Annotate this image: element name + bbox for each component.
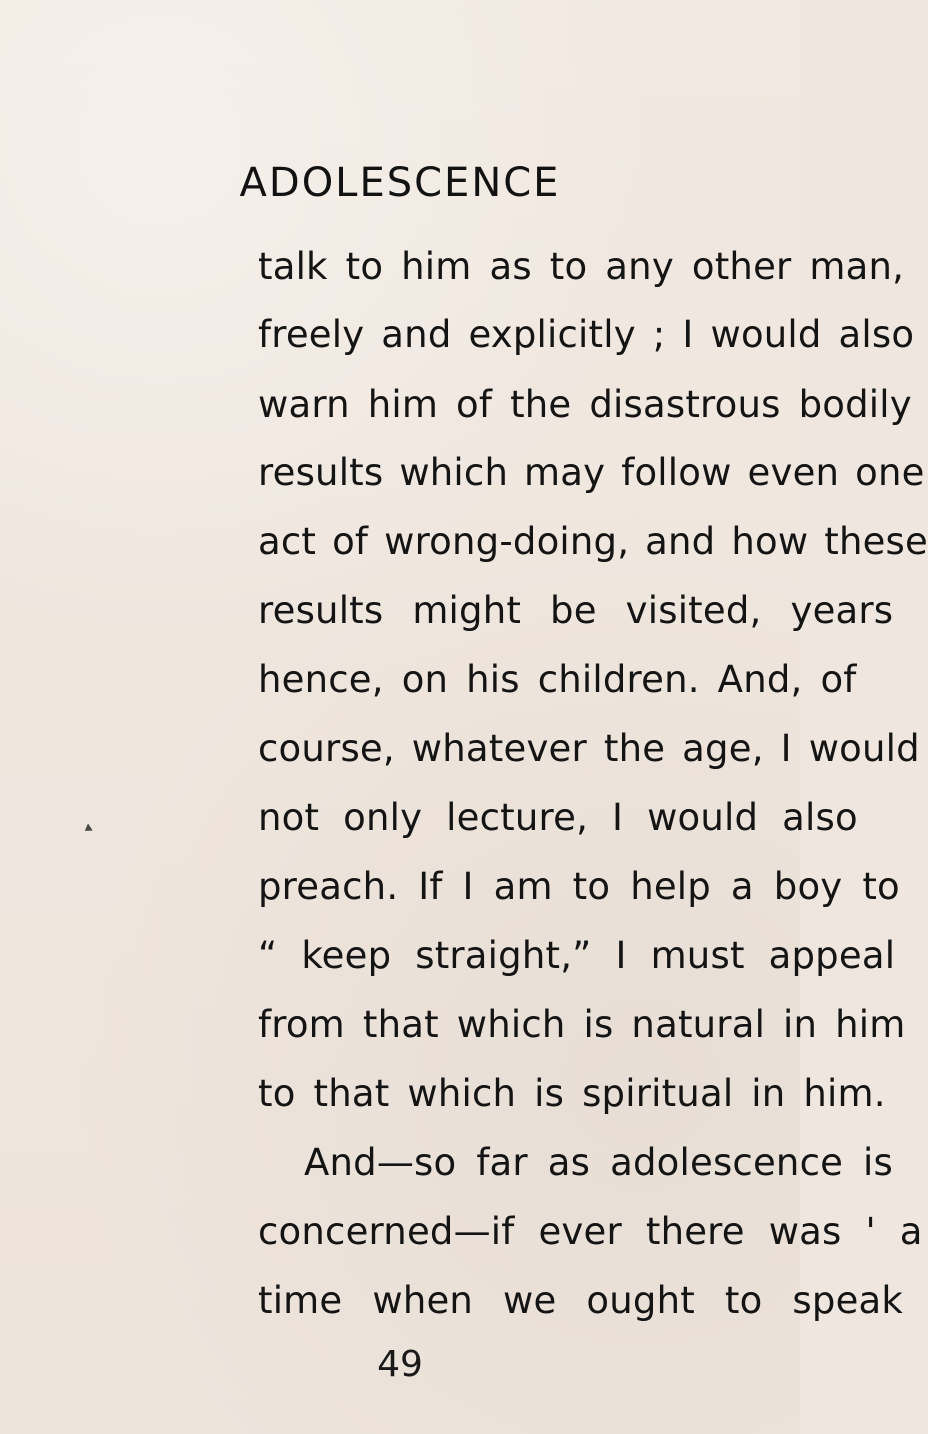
text-line: results which may follow even one <box>258 451 925 494</box>
text-line: not only lecture, I would also <box>258 796 858 839</box>
text-line: concerned—if ever there was ' a <box>258 1210 923 1253</box>
page-number: 49 <box>377 1344 423 1385</box>
text-line: results might be visited, years <box>258 589 894 632</box>
text-line: time when we ought to speak <box>258 1279 904 1322</box>
text-line: And—so far as adolescence is <box>304 1141 894 1184</box>
running-head: ADOLESCENCE <box>239 160 561 206</box>
ink-mark <box>83 823 94 834</box>
text-line: act of wrong-doing, and how these <box>258 520 928 563</box>
text-line: warn him of the disastrous bodily <box>258 383 912 426</box>
text-line: course, whatever the age, I would <box>258 727 920 770</box>
text-line: from that which is natural in him <box>258 1003 906 1046</box>
text-line: to that which is spiritual in him. <box>258 1072 886 1115</box>
text-line: talk to him as to any other man, <box>258 245 905 288</box>
text-line: preach. If I am to help a boy to <box>258 865 900 908</box>
text-line: freely and explicitly ; I would also <box>258 313 915 356</box>
text-line: “ keep straight,” I must appeal <box>258 934 896 977</box>
text-line: hence, on his children. And, of <box>258 658 857 701</box>
